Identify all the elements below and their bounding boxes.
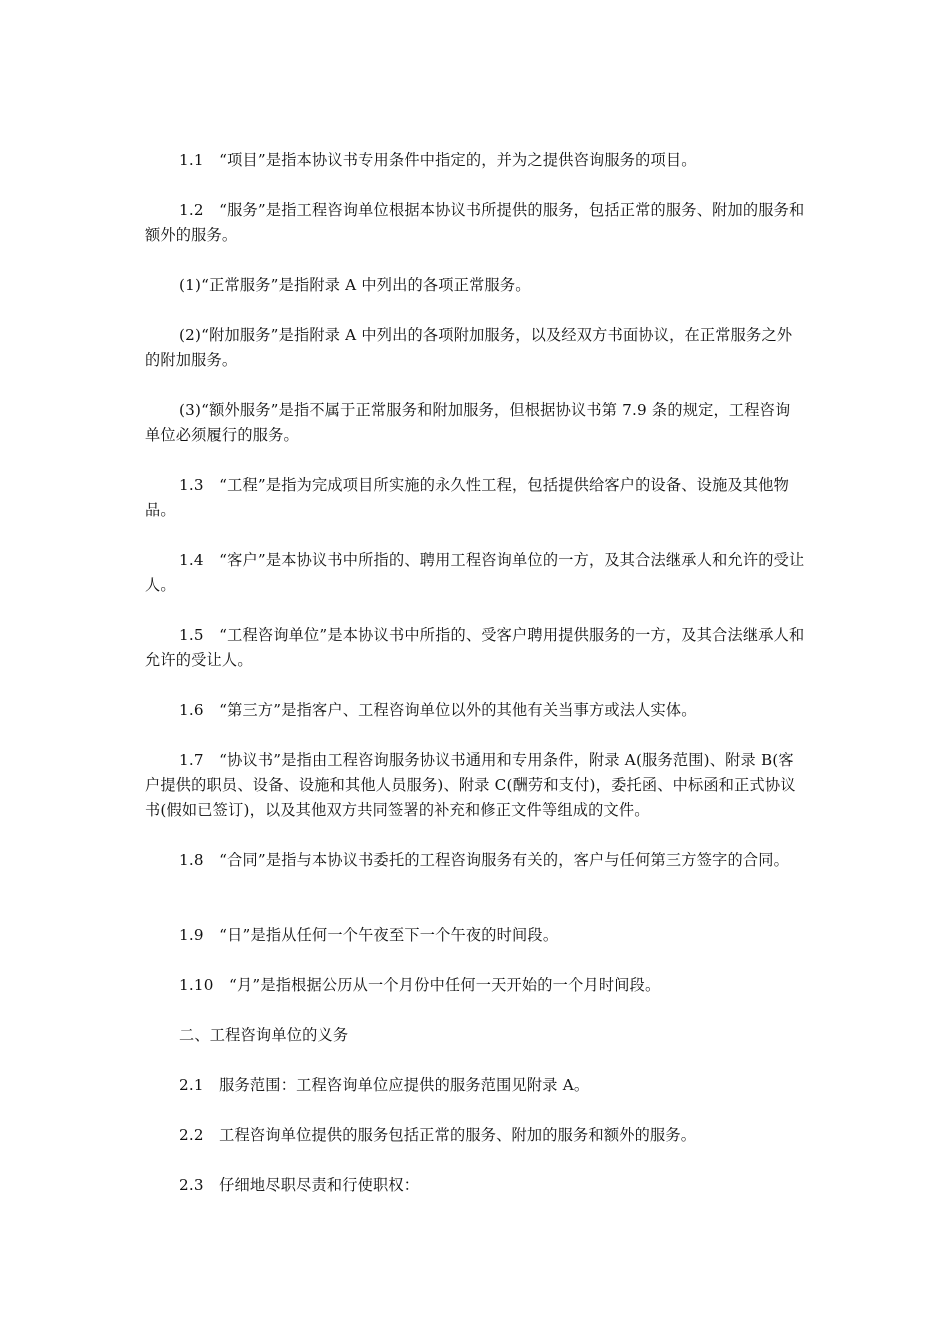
clause-1-2-3: (3)“额外服务”是指不属于正常服务和附加服务，但根据协议书第 7.9 条的规定，工程咨询单位必须履行的服务。 [145,401,791,444]
clause-1-2-1: (1)“正常服务”是指附录 A 中列出的各项正常服务。 [179,276,531,294]
clause-1-4: 1.4 “客户”是本协议书中所指的、聘用工程咨询单位的一方，及其合法继承人和允许的受让人。 [145,551,805,594]
section-heading-2: 二、工程咨询单位的义务 [179,1026,349,1044]
clause-2-2: 2.2 工程咨询单位提供的服务包括正常的服务、附加的服务和额外的服务。 [179,1126,697,1144]
clause-1-9: 1.9 “日”是指从任何一个午夜至下一个午夜的时间段。 [179,926,559,944]
clause-1-3: 1.3 “工程”是指为完成项目所实施的永久性工程，包括提供给客户的设备、设施及其他物品。 [145,476,790,519]
clause-1-6: 1.6 “第三方”是指客户、工程咨询单位以外的其他有关当事方或法人实体。 [179,701,697,719]
clause-1-5: 1.5 “工程咨询单位”是本协议书中所指的、受客户聘用提供服务的一方，及其合法继承人和允许的受让人。 [145,626,805,669]
clause-1-10: 1.10 “月”是指根据公历从一个月份中任何一天开始的一个月时间段。 [179,976,661,994]
clause-2-1: 2.1 服务范围：工程咨询单位应提供的服务范围见附录 A。 [179,1076,590,1094]
clause-1-8: 1.8 “合同”是指与本协议书委托的工程咨询服务有关的，客户与任何第三方签字的合同。 [179,851,790,869]
clause-1-2: 1.2 “服务”是指工程咨询单位根据本协议书所提供的服务，包括正常的服务、附加的服务和额外的服务。 [145,201,805,244]
clause-1-7: 1.7 “协议书”是指由工程咨询服务协议书通用和专用条件，附录 A(服务范围)、附录 B(客户提供的职员、设备、设施和其他人员服务)、附录 C(酬劳和支付)，委托函、中标函和正式协议书(假如已签订)，以及其他双方共同签署的补充和修正文件等组成的文件。 [145,751,796,819]
clause-1-2-2: (2)“附加服务”是指附录 A 中列出的各项附加服务，以及经双方书面协议，在正常服务之外的附加服务。 [145,326,793,369]
clause-2-3: 2.3 仔细地尽职尽责和行使职权： [179,1176,420,1194]
clause-1-1: 1.1 “项目”是指本协议书专用条件中指定的，并为之提供咨询服务的项目。 [179,151,697,169]
